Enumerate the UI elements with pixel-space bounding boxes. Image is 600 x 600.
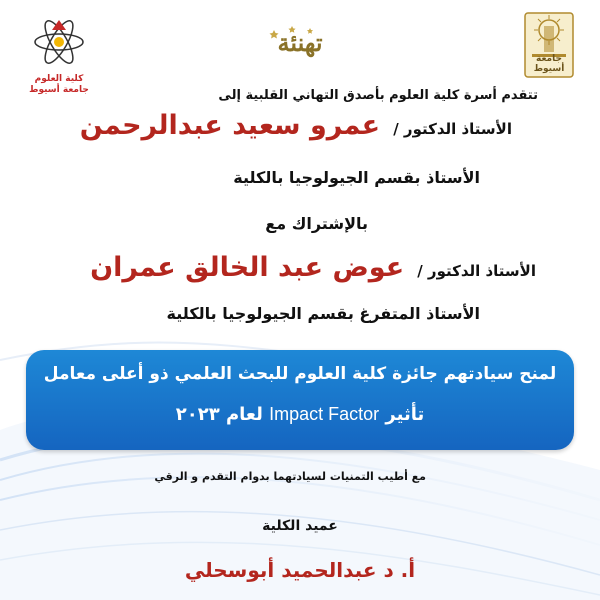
honoree2-title: الأستاذ الدكتور / bbox=[417, 262, 536, 280]
honoree2-name: عوض عبد الخالق عمران bbox=[90, 252, 405, 283]
intro-text: تتقدم أسرة كلية العلوم بأصدق التهاني القلبية إلى bbox=[218, 88, 538, 103]
honoree2-department: الأستاذ المتفرغ بقسم الجيولوجيا بالكلية bbox=[166, 304, 480, 323]
award-impact-factor: Impact Factor bbox=[269, 404, 380, 424]
heading-congratulations: تهنئة bbox=[277, 28, 323, 57]
wishes-text: مع أطيب التمنيات لسيادتهما بدوام التقدم و الرقي bbox=[154, 470, 426, 483]
honoree1-department: الأستاذ بقسم الجيولوجيا بالكلية bbox=[233, 168, 480, 187]
award-line2-prefix: تأثير bbox=[385, 404, 425, 425]
award-line1: لمنح سيادتهم جائزة كلية العلوم للبحث العلمي ذو أعلى معامل bbox=[43, 364, 557, 384]
honoree2-row bbox=[90, 252, 536, 283]
honoree1-row bbox=[80, 110, 512, 141]
award-line2-suffix: لعام ٢٠٢٣ bbox=[175, 404, 263, 425]
right-logo-text: جامعة أسيوط bbox=[533, 54, 565, 74]
joint-with-text: بالإشتراك مع bbox=[265, 214, 368, 233]
left-logo-line2: جامعة أسيوط bbox=[29, 85, 89, 95]
left-logo-line1: كلية العلوم bbox=[34, 74, 84, 84]
dean-name: أ. د عبدالحميد أبوسحلي bbox=[184, 558, 416, 582]
honoree1-title: الأستاذ الدكتور / bbox=[393, 120, 512, 138]
left-logo-text bbox=[14, 74, 104, 96]
award-banner bbox=[26, 350, 574, 450]
award-line2 bbox=[26, 404, 574, 425]
honoree1-name: عمرو سعيد عبدالرحمن bbox=[79, 110, 381, 141]
dean-role: عميد الكلية bbox=[262, 518, 338, 534]
